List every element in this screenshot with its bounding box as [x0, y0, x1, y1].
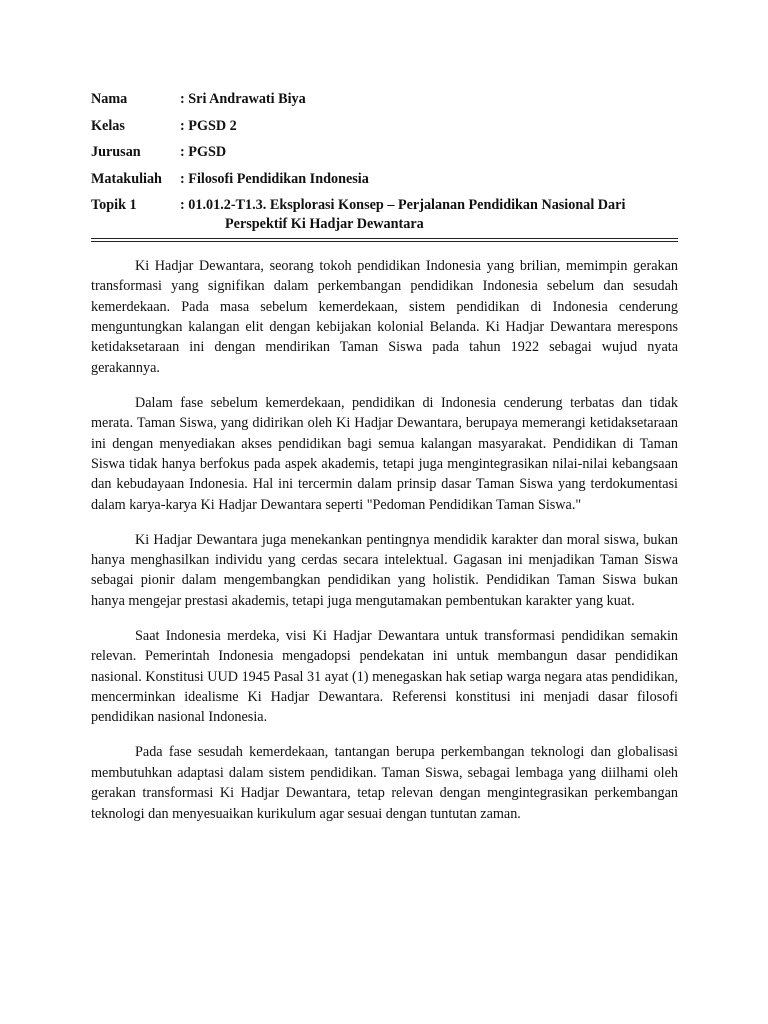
header-row-topik: [91, 196, 678, 234]
header-row-nama: [91, 90, 678, 109]
jurusan-label: Jurusan: [91, 144, 141, 160]
header-divider: [91, 238, 678, 242]
kelas-value: : PGSD 2: [180, 117, 237, 134]
student-info-header: [91, 90, 678, 234]
paragraph-2: Dalam fase sebelum kemerdekaan, pendidikan di Indonesia cenderung terbatas dan tidak merata. Taman Siswa, yang didirikan oleh Ki Hadjar Dewantara, berupaya memerangi ketidaksetaraan ini dengan menyediakan akses pendidikan bagi semua kalangan masyarakat. Pendidikan di Taman Siswa tidak hanya berfokus pada aspek akademis, tetapi juga mengintegrasikan nilai-nilai kebangsaan dan kebudayaan Indonesia. Hal ini tercermin dalam prinsip dasar Taman Siswa yang terdokumentasi dalam karya-karya Ki Hadjar Dewantara seperti "Pedoman Pendidikan Taman Siswa.": [91, 394, 678, 513]
topik-label: Topik 1: [91, 197, 137, 213]
paragraph-4: Saat Indonesia merdeka, visi Ki Hadjar Dewantara untuk transformasi pendidikan semakin relevan. Pemerintah Indonesia mengadopsi pendekatan ini untuk membangun dasar pendidikan nasional. Konstitusi UUD 1945 Pasal 31 ayat (1) menegaskan hak setiap warga negara atas pendidikan, mencerminkan idealisme Ki Hadjar Dewantara. Referensi konstitusi ini menjadi dasar filosofi pendidikan nasional Indonesia.: [91, 627, 678, 726]
nama-value: : Sri Andrawati Biya: [180, 91, 306, 107]
topik-value-line1: : 01.01.2-T1.3. Eksplorasi Konsep – Perjalanan Pendidikan Nasional Dari: [180, 197, 626, 213]
kelas-label: Kelas: [91, 117, 125, 134]
header-row-kelas: [91, 117, 678, 136]
topik-value: [180, 196, 678, 234]
document-page: [91, 90, 678, 838]
header-row-jurusan: [91, 143, 678, 162]
header-row-matakuliah: [91, 170, 678, 189]
jurusan-value: : PGSD: [180, 144, 227, 160]
nama-label: Nama: [91, 91, 128, 107]
paragraph-3: Ki Hadjar Dewantara juga menekankan pentingnya mendidik karakter dan moral siswa, bukan hanya menghasilkan individu yang cerdas secara intelektual. Gagasan ini menjadikan Taman Siswa sebagai pionir dalam mengembangkan pendidikan yang holistik. Pendidikan Taman Siswa bukan hanya mengejar prestasi akademis, tetapi juga mengutamakan pembentukan karakter yang kuat.: [91, 531, 678, 609]
paragraph-5: Pada fase sesudah kemerdekaan, tantangan berupa perkembangan teknologi dan globalisasi membutuhkan adaptasi dalam sistem pendidikan. Taman Siswa, sebagai lembaga yang diilhami oleh gerakan transformasi Ki Hadjar Dewantara, tetap relevan dengan mengintegrasikan perkembangan teknologi dan menyesuaikan kurikulum agar sesuai dengan tuntutan zaman.: [91, 744, 678, 822]
essay-body: [91, 256, 678, 824]
matakuliah-value: : Filosofi Pendidikan Indonesia: [180, 170, 369, 187]
paragraph-1: Ki Hadjar Dewantara, seorang tokoh pendidikan Indonesia yang brilian, memimpin gerakan transformasi yang signifikan dalam perkembangan pendidikan Indonesia sebelum dan sesudah kemerdekaan. Pada masa sebelum kemerdekaan, sistem pendidikan di Indonesia cenderung menguntungkan kalangan elit dengan kebijakan kolonial Belanda. Ki Hadjar Dewantara merespons ketidaksetaraan ini dengan mendirikan Taman Siswa pada tahun 1922 sebagai wujud nyata gerakannya.: [91, 257, 678, 376]
matakuliah-label: Matakuliah: [91, 170, 162, 187]
topik-value-line2: Perspektif Ki Hadjar Dewantara: [225, 216, 424, 232]
